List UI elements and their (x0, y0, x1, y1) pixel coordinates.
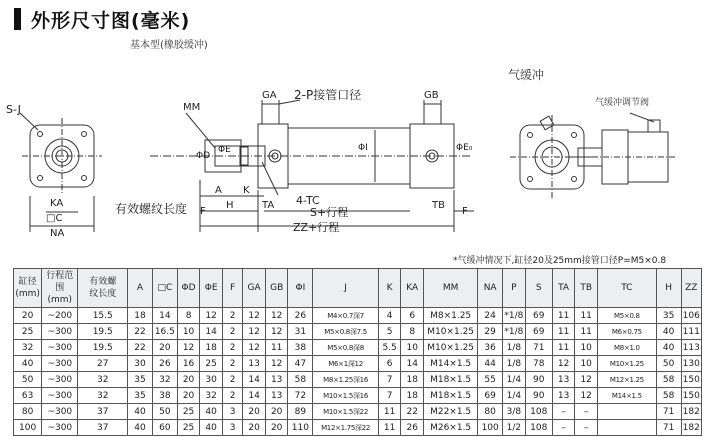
table-header-row (14, 269, 702, 308)
table-cell (597, 420, 656, 436)
table-cell: 13 (243, 356, 266, 372)
column-header: 缸径 (mm) (14, 269, 42, 308)
table-cell: 14 (243, 388, 266, 404)
table-cell: 20 (177, 388, 200, 404)
column-header: NA (478, 269, 503, 308)
label-zz-stroke: ZZ+行程 (293, 221, 340, 234)
table-cell: M10×1.5深22 (313, 404, 379, 420)
table-cell: 11 (575, 308, 598, 324)
table-cell: 71 (525, 340, 552, 356)
table-cell: 12 (177, 340, 200, 356)
table-cell: 30 (200, 372, 223, 388)
table-cell: ~200 (42, 308, 78, 324)
table-cell: 37 (78, 404, 128, 420)
table-cell: 37 (78, 420, 128, 436)
page-header (14, 6, 190, 32)
table-cell: M6×0.75 (597, 324, 656, 340)
table-cell: 22 (128, 340, 153, 356)
table-row (14, 372, 702, 388)
table-cell: 26 (152, 356, 177, 372)
table-row (14, 388, 702, 404)
table-cell: ~300 (42, 388, 78, 404)
table-cell: 32 (200, 388, 223, 404)
table-cell: M8×1.25深16 (313, 372, 379, 388)
label-f-left: F (200, 206, 206, 217)
table-cell: 7 (378, 388, 401, 404)
table-cell: 69 (525, 324, 552, 340)
table-cell: 150 (681, 388, 701, 404)
table-cell: M5×0.8深7.5 (313, 324, 379, 340)
table-cell: 55 (478, 372, 503, 388)
table-cell: M22×1.5 (424, 404, 478, 420)
table-row (14, 404, 702, 420)
table-cell: 5.5 (378, 340, 401, 356)
column-header: J (313, 269, 379, 308)
column-header: TA (552, 269, 575, 308)
label-h: H (226, 200, 234, 211)
table-row (14, 356, 702, 372)
table-cell: 7 (378, 372, 401, 388)
table-cell: 71 (656, 420, 681, 436)
table-cell: 6 (378, 356, 401, 372)
table-cell: 10 (575, 340, 598, 356)
table-cell: 24 (478, 308, 503, 324)
column-header: S (525, 269, 552, 308)
table-cell: 100 (478, 420, 503, 436)
table-cell: ~300 (42, 404, 78, 420)
table-cell: 40 (128, 420, 153, 436)
table-cell: 19.5 (78, 340, 128, 356)
table-cell: 1/8 (503, 356, 526, 372)
column-header: K (378, 269, 401, 308)
table-cell: 50 (152, 404, 177, 420)
table-cell: 130 (681, 356, 701, 372)
table-cell: 35 (656, 308, 681, 324)
table-cell: 35 (128, 372, 153, 388)
table-cell: 60 (152, 420, 177, 436)
label-na: NA (50, 228, 65, 239)
label-a: A (215, 185, 222, 196)
table-cell: – (575, 420, 598, 436)
table-cell: 12 (552, 356, 575, 372)
table-cell: 20 (265, 420, 288, 436)
table-cell: 10 (575, 356, 598, 372)
table-cell: 11 (552, 324, 575, 340)
table-cell: 14 (152, 308, 177, 324)
column-header: KA (401, 269, 424, 308)
label-phi-e: ΦE (218, 145, 231, 155)
column-header: 行程范围 (mm) (42, 269, 78, 308)
table-cell: 50 (656, 356, 681, 372)
table-cell: ~300 (42, 372, 78, 388)
table-cell: 40 (200, 404, 223, 420)
table-cell: 13 (552, 372, 575, 388)
label-phi-i: ΦI (358, 143, 368, 153)
table-cell: M14×1.5 (424, 356, 478, 372)
table-cell: 26 (288, 308, 313, 324)
table-cell: 44 (478, 356, 503, 372)
column-header: MM (424, 269, 478, 308)
table-cell: 80 (478, 404, 503, 420)
table-cell: 16 (177, 356, 200, 372)
table-cell: 11 (378, 404, 401, 420)
label-mm: MM (183, 102, 201, 113)
table-cell: 182 (681, 404, 701, 420)
air-cushion-side-view (570, 113, 675, 184)
table-cell: 20 (243, 404, 266, 420)
table-cell: M5×0.8 (597, 308, 656, 324)
table-cell: ~300 (42, 356, 78, 372)
cushion-port-note: *气缓冲情况下,缸径20及25mm接管口径P=M5×0.8 (453, 256, 667, 266)
table-cell: 40 (14, 356, 42, 372)
column-header: □C (152, 269, 177, 308)
table-cell: 30 (128, 356, 153, 372)
table-cell: 8 (401, 324, 424, 340)
table-cell: 36 (478, 340, 503, 356)
cylinder-dimension-drawing (0, 40, 712, 245)
table-cell: 108 (525, 404, 552, 420)
table-cell: 31 (288, 324, 313, 340)
column-header: P (503, 269, 526, 308)
table-cell: 80 (14, 404, 42, 420)
table-cell: 1/4 (503, 372, 526, 388)
table-cell: 1/8 (503, 340, 526, 356)
table-cell: 18 (401, 372, 424, 388)
table-cell: 14 (401, 356, 424, 372)
table-cell: 2 (222, 372, 242, 388)
table-cell: 12 (265, 324, 288, 340)
table-cell: 111 (681, 324, 701, 340)
column-header: ΦE (200, 269, 223, 308)
table-cell: 5 (378, 324, 401, 340)
table-cell: 11 (552, 308, 575, 324)
label-ta: TA (262, 200, 275, 211)
table-cell: 11 (265, 340, 288, 356)
table-cell: 40 (128, 404, 153, 420)
air-cushion-label: 气缓冲 (508, 68, 545, 82)
table-cell: 108 (525, 420, 552, 436)
page-title: 外形尺寸图(毫米) (31, 9, 191, 32)
table-cell: 40 (656, 340, 681, 356)
table-cell: ~300 (42, 420, 78, 436)
table-cell: 38 (288, 340, 313, 356)
table-cell: 69 (478, 388, 503, 404)
table-cell: M6×1深12 (313, 356, 379, 372)
table-cell: 25 (200, 356, 223, 372)
table-cell: M10×1.25 (424, 340, 478, 356)
table-cell: 16.5 (152, 324, 177, 340)
table-cell: 26 (401, 420, 424, 436)
table-cell: M8×1.25 (424, 308, 478, 324)
table-cell: 20 (243, 420, 266, 436)
column-header: ΦI (288, 269, 313, 308)
label-k: K (243, 185, 250, 196)
table-cell: 20 (14, 308, 42, 324)
table-cell: 1/4 (503, 388, 526, 404)
table-cell: 20 (265, 404, 288, 420)
table-cell: 25 (177, 420, 200, 436)
table-cell: – (575, 404, 598, 420)
label-s-stroke: S+行程 (310, 206, 349, 219)
table-cell: 63 (14, 388, 42, 404)
table-cell: 15.5 (78, 308, 128, 324)
column-header: F (222, 269, 242, 308)
title-marker (14, 8, 21, 30)
table-cell: 78 (525, 356, 552, 372)
label-c: □C (46, 213, 63, 224)
label-port: 2-P接管口径 (294, 88, 362, 102)
table-cell: 2 (222, 324, 242, 340)
table-cell: M10×1.25 (424, 324, 478, 340)
table-cell: 19.5 (78, 324, 128, 340)
table-cell: 22 (128, 324, 153, 340)
table-cell: 2 (222, 388, 242, 404)
table-cell: 12 (575, 388, 598, 404)
table-cell: M18×1.5 (424, 388, 478, 404)
column-header: ZZ (681, 269, 701, 308)
table-cell: 110 (288, 420, 313, 436)
table-cell: 10 (401, 340, 424, 356)
table-cell: 2 (222, 308, 242, 324)
table-cell: M26×1.5 (424, 420, 478, 436)
table-cell: M5×0.8深8 (313, 340, 379, 356)
table-cell: 35 (128, 388, 153, 404)
table-cell: 12 (243, 324, 266, 340)
table-row (14, 324, 702, 340)
table-cell: 29 (478, 324, 503, 340)
table-cell: 12 (200, 308, 223, 324)
table-cell: 32 (152, 372, 177, 388)
table-cell: 12 (243, 340, 266, 356)
table-cell: 182 (681, 420, 701, 436)
column-header: TB (575, 269, 598, 308)
table-cell: 90 (525, 372, 552, 388)
table-cell: 12 (265, 308, 288, 324)
label-ka: KA (50, 198, 64, 209)
table-cell: 100 (14, 420, 42, 436)
label-phi-d: ΦD (196, 151, 211, 161)
table-cell: 12 (243, 308, 266, 324)
cushion-valve-label: 气缓冲调节阀 (595, 98, 650, 108)
table-cell: M12×1.75深22 (313, 420, 379, 436)
table-cell: 32 (78, 388, 128, 404)
table-cell: 2 (222, 340, 242, 356)
table-cell: 3/8 (503, 404, 526, 420)
table-cell: 8 (177, 308, 200, 324)
table-cell: 22 (401, 404, 424, 420)
table-cell: 40 (656, 324, 681, 340)
table-cell: 58 (656, 388, 681, 404)
table-cell: 150 (681, 372, 701, 388)
label-tc: 4-TC (296, 194, 320, 207)
table-cell: 14 (200, 324, 223, 340)
table-cell: 6 (401, 308, 424, 324)
table-cell: 69 (525, 308, 552, 324)
table-cell: 11 (575, 324, 598, 340)
column-header: GA (243, 269, 266, 308)
table-cell: 20 (152, 340, 177, 356)
table-cell (597, 404, 656, 420)
table-cell: 32 (14, 340, 42, 356)
table-cell: 58 (288, 372, 313, 388)
table-cell: 13 (265, 372, 288, 388)
table-cell: 13 (265, 388, 288, 404)
table-cell: ~300 (42, 340, 78, 356)
table-cell: M14×1.5 (597, 388, 656, 404)
table-cell: 4 (378, 308, 401, 324)
label-thread-length: 有效螺纹长度 (115, 202, 188, 216)
table-cell: – (552, 404, 575, 420)
page-subtitle: 基本型(橡胶缓冲) (130, 40, 208, 51)
table-cell: 3 (222, 404, 242, 420)
table-cell: 40 (200, 420, 223, 436)
column-header: TC (597, 269, 656, 308)
label-f-right: F (462, 206, 468, 217)
table-cell: M18×1.5 (424, 372, 478, 388)
table-cell: 27 (78, 356, 128, 372)
table-cell: 32 (78, 372, 128, 388)
table-cell: 1/2 (503, 420, 526, 436)
table-cell: ~300 (42, 324, 78, 340)
table-cell: 12 (575, 372, 598, 388)
table-cell: 89 (288, 404, 313, 420)
table-cell: M10×1.5深16 (313, 388, 379, 404)
table-cell: 90 (525, 388, 552, 404)
table-cell: 18 (200, 340, 223, 356)
table-cell: 20 (177, 372, 200, 388)
table-cell: 11 (552, 340, 575, 356)
table-cell: M10×1.25 (597, 356, 656, 372)
label-phi-e0: ΦE₀ (456, 143, 473, 153)
table-cell: 25 (177, 404, 200, 420)
column-header: 有效螺 纹长度 (78, 269, 128, 308)
table-cell: 10 (177, 324, 200, 340)
table-body (14, 308, 702, 436)
table-cell: 58 (656, 372, 681, 388)
table-cell: 47 (288, 356, 313, 372)
label-ga: GA (262, 90, 277, 101)
table-cell: 3 (222, 420, 242, 436)
table-row (14, 308, 702, 324)
table-cell: – (552, 420, 575, 436)
table-cell: 113 (681, 340, 701, 356)
column-header: GB (265, 269, 288, 308)
table-cell: 11 (378, 420, 401, 436)
table-row (14, 340, 702, 356)
column-header: A (128, 269, 153, 308)
table-cell: 13 (552, 388, 575, 404)
label-gb: GB (424, 90, 439, 101)
table-row (14, 420, 702, 436)
table-cell: 2 (222, 356, 242, 372)
dimension-table (13, 268, 702, 436)
table-cell: *1/8 (503, 324, 526, 340)
table-cell: 14 (243, 372, 266, 388)
table-cell: 12 (265, 356, 288, 372)
table-cell: 18 (401, 388, 424, 404)
table-cell: 72 (288, 388, 313, 404)
column-header: H (656, 269, 681, 308)
table-cell: 25 (14, 324, 42, 340)
table-cell: 50 (14, 372, 42, 388)
label-tb: TB (432, 200, 445, 211)
table-cell: 18 (128, 308, 153, 324)
table-cell: 38 (152, 388, 177, 404)
table-cell: 71 (656, 404, 681, 420)
table-cell: M8×1.0 (597, 340, 656, 356)
table-cell: M4×0.7深7 (313, 308, 379, 324)
label-sj: S-J (6, 103, 21, 116)
table-cell: M12×1.25 (597, 372, 656, 388)
table-cell: *1/8 (503, 308, 526, 324)
column-header: ΦD (177, 269, 200, 308)
table-cell: 106 (681, 308, 701, 324)
